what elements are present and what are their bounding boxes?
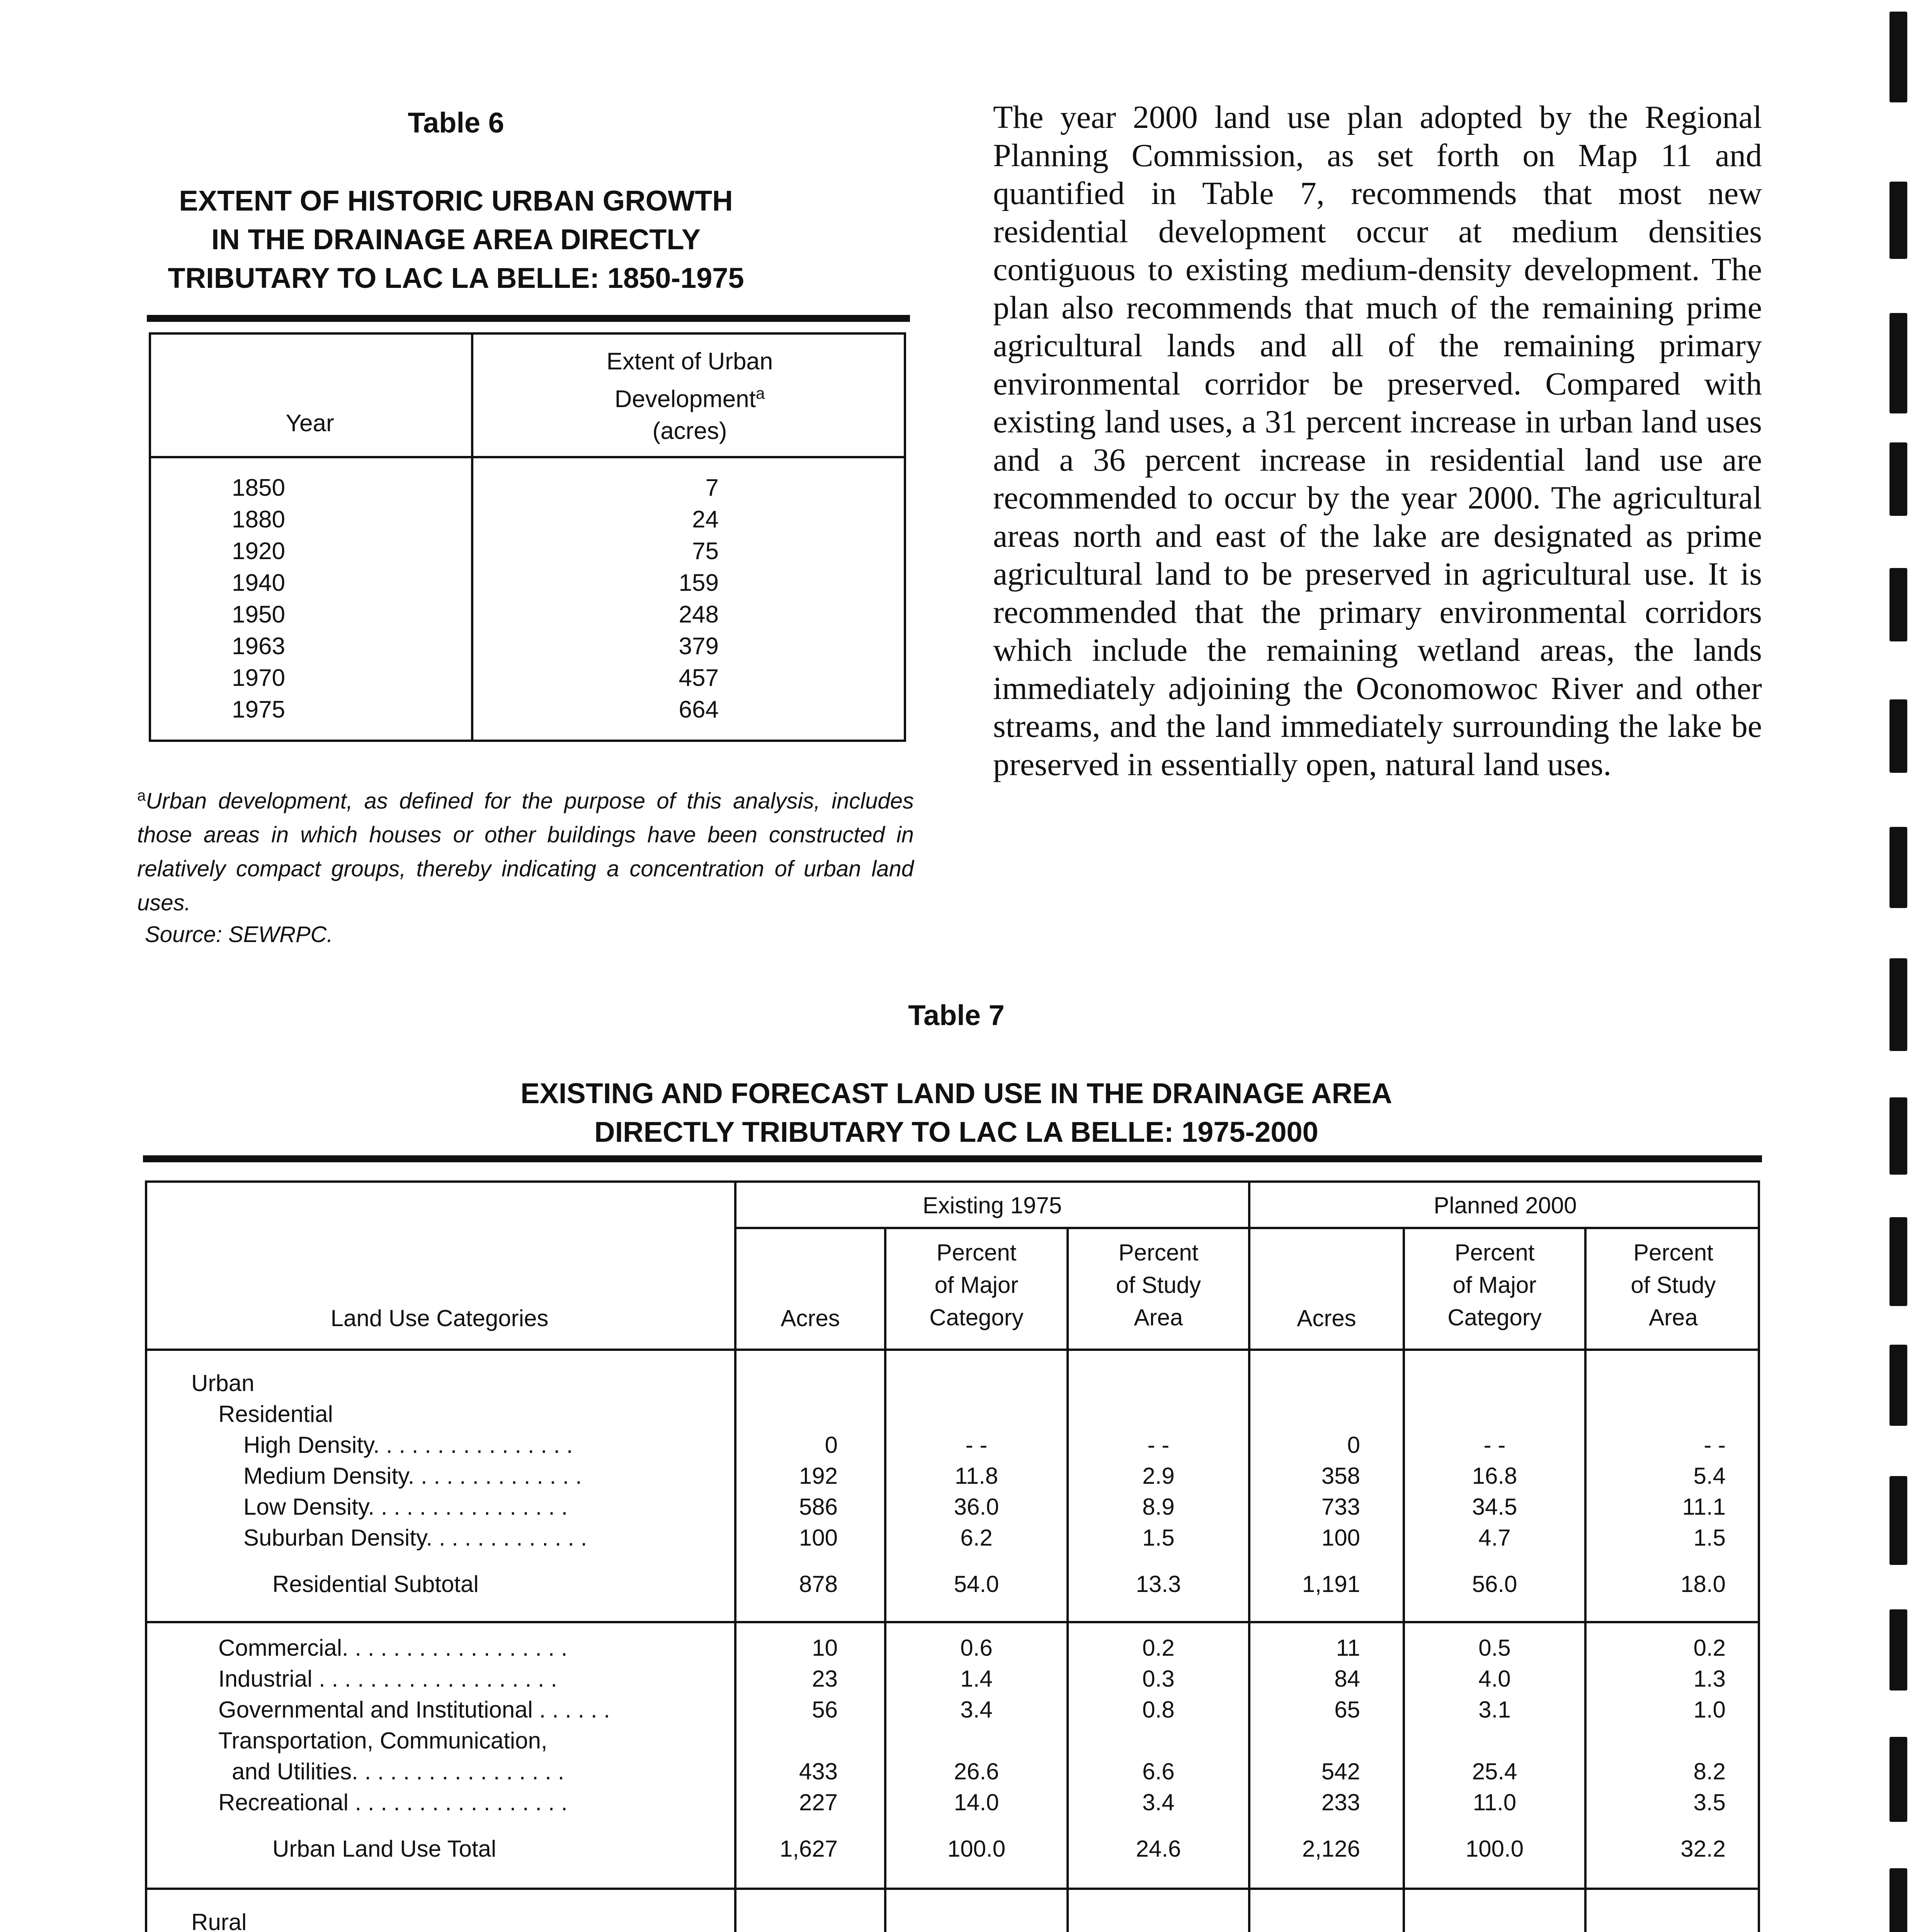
table6-acres-cell: 664	[679, 696, 719, 723]
binding-mark	[1889, 1868, 1907, 1932]
table6-title-line: EXTENT OF HISTORIC URBAN GROWTH	[179, 185, 733, 217]
table7-cell: 100.0	[1465, 1836, 1524, 1862]
table7-section-residential: Residential	[218, 1401, 333, 1427]
table7-cell: 0.8	[1142, 1697, 1175, 1723]
table7-cell: 227	[799, 1789, 838, 1815]
table6-acres-cell: 379	[679, 633, 719, 660]
binding-mark	[1889, 182, 1907, 259]
table6-title-line: TRIBUTARY TO LAC LA BELLE: 1850-1975	[168, 262, 744, 294]
table7-row-label: High Density. . . . . . . . . . . . . . . .	[243, 1432, 573, 1458]
table7-cell: 3.1	[1478, 1697, 1511, 1723]
table7-cell: 11.8	[954, 1463, 998, 1489]
binding-mark	[1889, 442, 1907, 516]
table7-cell: 192	[799, 1463, 838, 1489]
table7-cell: 0.3	[1142, 1666, 1175, 1692]
table6-year-cell: 1850	[232, 474, 285, 501]
table7-cell: - -	[1704, 1432, 1726, 1458]
table7-label: Table 7	[908, 999, 1005, 1031]
table7-cell: 0	[1347, 1432, 1360, 1458]
table7-section-urban: Urban	[191, 1370, 255, 1396]
table6-footnote	[137, 779, 914, 920]
table7-cell: 4.0	[1478, 1666, 1511, 1692]
table6-title-line: IN THE DRAINAGE AREA DIRECTLY	[211, 223, 701, 255]
table7-header-divider	[145, 1349, 1760, 1351]
table7-cell: 1.5	[1142, 1525, 1175, 1551]
table7-cell: 56.0	[1472, 1571, 1517, 1597]
table7-cell: 0.5	[1478, 1635, 1511, 1661]
table7-cell: 3.4	[1142, 1789, 1175, 1815]
table6-header-extent-line: (acres)	[652, 417, 727, 444]
table7-row-label: and Utilities. . . . . . . . . . . . . . . . .	[232, 1759, 565, 1784]
footnote-marker: a	[137, 787, 146, 804]
table6-header-extent-line: Development$^a$	[614, 384, 765, 413]
table7-cell: 10	[812, 1635, 838, 1661]
binding-mark	[1889, 958, 1907, 1051]
table6-acres-cell: 24	[692, 506, 719, 533]
binding-mark	[1889, 1097, 1907, 1175]
table7-column-divider	[1248, 1180, 1250, 1932]
table7-row-label: Industrial . . . . . . . . . . . . . . . . . . .	[218, 1666, 557, 1692]
table7-cell: 1.3	[1693, 1666, 1726, 1692]
table7-header-pct-major: Percent of Major Category	[1447, 1240, 1542, 1330]
table7-cell: - -	[965, 1432, 988, 1458]
table7-cell: 65	[1334, 1697, 1360, 1723]
table6-acres-cell: 75	[692, 538, 719, 565]
table7-row-label: Commercial. . . . . . . . . . . . . . . . . .	[218, 1635, 568, 1661]
table7-cell: 0.6	[960, 1635, 993, 1661]
table6-header-extent-line: Extent of Urban	[606, 348, 773, 375]
table6-header-divider	[149, 456, 906, 458]
table7-cell: 233	[1321, 1789, 1360, 1815]
table7-group-existing: Existing 1975	[922, 1192, 1062, 1218]
table6-top-rule	[147, 315, 910, 322]
table7-cell: 26.6	[954, 1759, 999, 1784]
table7-cell: 3.5	[1693, 1789, 1726, 1815]
table7-cell: 11.1	[1682, 1494, 1726, 1520]
table7-cell: 13.3	[1136, 1571, 1181, 1597]
table7-header-category: Land Use Categories	[330, 1305, 549, 1331]
table7-cell: 1.0	[1693, 1697, 1726, 1723]
table7-cell: 100.0	[947, 1836, 1006, 1862]
table6-year-cell: 1940	[232, 570, 285, 596]
table7-cell: 8.2	[1693, 1759, 1726, 1784]
table7-cell: 14.0	[954, 1789, 999, 1815]
table7-cell: 56	[812, 1697, 838, 1723]
table6-year-cell: 1880	[232, 506, 285, 533]
binding-mark	[1889, 1737, 1907, 1822]
table6-title	[147, 182, 765, 298]
table6-acres-cell: 7	[705, 474, 719, 501]
table7-cell: 733	[1321, 1494, 1360, 1520]
table7-group-planned: Planned 2000	[1434, 1192, 1577, 1218]
binding-mark	[1889, 827, 1907, 908]
table7-cell: 11.0	[1473, 1789, 1517, 1815]
table7-cell: 11	[1336, 1635, 1360, 1661]
table7-header-pct-major: Percent of Major Category	[929, 1240, 1024, 1330]
table7-cell: 32.2	[1680, 1836, 1726, 1862]
table7-row-label: Governmental and Institutional . . . . . .	[218, 1697, 610, 1723]
table7-cell: 23	[812, 1666, 838, 1692]
table7-header-acres: Acres	[1297, 1305, 1356, 1331]
table7-cell: 100	[799, 1525, 838, 1551]
table7-cell: 16.8	[1472, 1463, 1517, 1489]
binding-mark	[1889, 12, 1907, 102]
table7-cell: 1,191	[1302, 1571, 1360, 1597]
table7-title-line: EXISTING AND FORECAST LAND USE IN THE DRAINAGE AREA	[520, 1077, 1392, 1109]
footnote-marker: a	[755, 384, 765, 402]
table7-cell: 8.9	[1142, 1494, 1175, 1520]
table6-acres-cell: 457	[679, 665, 719, 691]
table7-cell: 84	[1334, 1666, 1360, 1692]
table6-year-cell: 1963	[232, 633, 285, 660]
table6-acres-column	[580, 472, 719, 726]
table7-row-label: Urban Land Use Total	[272, 1836, 497, 1862]
table7-cell: - -	[1147, 1432, 1170, 1458]
table6-footnote-text: Urban development, as defined for the purpose of this analysis, includes those areas in which houses or other buildings have been constructed in relatively compact groups, thereby indicating a concentration of urban land uses.	[137, 788, 914, 916]
table7-header-pct-study: Percent of Study Area	[1631, 1240, 1716, 1330]
table6-label: Table 6	[408, 107, 504, 139]
table7-cell: 4.7	[1478, 1525, 1511, 1551]
table7-cell: 542	[1321, 1759, 1360, 1784]
table7-header-pct-study: Percent of Study Area	[1116, 1240, 1201, 1330]
table7-column-divider	[734, 1180, 736, 1932]
table6-year-column	[232, 472, 386, 726]
table7-cell: 1,627	[779, 1836, 838, 1862]
table7-cell: 5.4	[1693, 1463, 1726, 1489]
table7-cell: 6.6	[1142, 1759, 1175, 1784]
table7-row-label: Medium Density. . . . . . . . . . . . . .	[243, 1463, 582, 1489]
table7-cell: 1.5	[1693, 1525, 1726, 1551]
table7-cell: 36.0	[954, 1494, 999, 1520]
table7-row-label: Suburban Density. . . . . . . . . . . . .	[243, 1525, 587, 1551]
table7-cell: 54.0	[954, 1571, 999, 1597]
table7-section-divider	[145, 1621, 1760, 1623]
table7-cell: 25.4	[1472, 1759, 1517, 1784]
table6-acres-cell: 159	[679, 570, 719, 596]
table6-year-cell: 1970	[232, 665, 285, 691]
table7-cell: 0.2	[1693, 1635, 1726, 1661]
table6-acres-cell: 248	[679, 601, 719, 628]
table7-cell: 24.6	[1136, 1836, 1181, 1862]
table7-header-acres: Acres	[781, 1305, 840, 1331]
table7-cell: 0.2	[1142, 1635, 1175, 1661]
table7-top-rule	[143, 1155, 1762, 1162]
table7-cell: 1.4	[960, 1666, 993, 1692]
table7-cell: 2,126	[1302, 1836, 1360, 1862]
table7-group-divider	[734, 1227, 1760, 1229]
table6-year-cell: 1975	[232, 696, 285, 723]
table7-row-label: Low Density. . . . . . . . . . . . . . . .	[243, 1494, 568, 1520]
table7-cell: 6.2	[960, 1525, 993, 1551]
table7-section-rural: Rural	[191, 1909, 247, 1932]
table7-cell: 3.4	[960, 1697, 993, 1723]
table7-title-line: DIRECTLY TRIBUTARY TO LAC LA BELLE: 1975-2000	[594, 1116, 1318, 1148]
binding-mark	[1889, 1217, 1907, 1306]
table7-cell: 0	[825, 1432, 838, 1458]
binding-mark	[1889, 699, 1907, 773]
table6-year-cell: 1920	[232, 538, 285, 565]
table7-row-label: Recreational . . . . . . . . . . . . . . . . .	[218, 1789, 568, 1815]
table6-header-extent	[473, 346, 906, 447]
table6-year-cell: 1950	[232, 601, 285, 628]
table7-cell: - -	[1483, 1432, 1506, 1458]
binding-mark	[1889, 313, 1907, 413]
table7-cell: 100	[1321, 1525, 1360, 1551]
binding-mark	[1889, 568, 1907, 641]
table6-source: Source: SEWRPC.	[145, 922, 333, 947]
table7-cell: 586	[799, 1494, 838, 1520]
table7-title	[386, 1074, 1526, 1151]
body-paragraph: The year 2000 land use plan adopted by the Regional Planning Commission, as set forth on Map 11 and quantified in Table 7, recommends that most new residential development occur at medium densities contiguous to existing medium-density development. The plan also recommends that much of the remaining prime agricultural lands and all of the remaining primary environmental corridor be preserved. Compared with existing land uses, a 31 percent increase in urban land uses and a 36 percent increase in residential land use are recommended to occur by the year 2000. The agricultural areas north and east of the lake are designated as prime agricultural land to be preserved in agricultural use. It is recommended that the primary environmental corridors which include the remaining wetland areas, the lands immediately adjoining the Oconomowoc River and other streams, and the land immediately surrounding the lake be preserved in essentially open, natural land uses.	[993, 99, 1762, 782]
table7-row-label: Residential Subtotal	[272, 1571, 479, 1597]
binding-mark	[1889, 1345, 1907, 1426]
table7-cell: 878	[799, 1571, 838, 1597]
binding-mark	[1889, 1476, 1907, 1565]
table7-row-label: Transportation, Communication,	[218, 1728, 548, 1753]
table6-header-year: Year	[286, 410, 334, 437]
table7-section-divider	[145, 1888, 1760, 1890]
table7-cell: 433	[799, 1759, 838, 1784]
table7-cell: 34.5	[1472, 1494, 1517, 1520]
table7-cell: 358	[1321, 1463, 1360, 1489]
table7-cell: 18.0	[1680, 1571, 1726, 1597]
binding-mark	[1889, 1609, 1907, 1690]
table7-cell: 2.9	[1142, 1463, 1175, 1489]
